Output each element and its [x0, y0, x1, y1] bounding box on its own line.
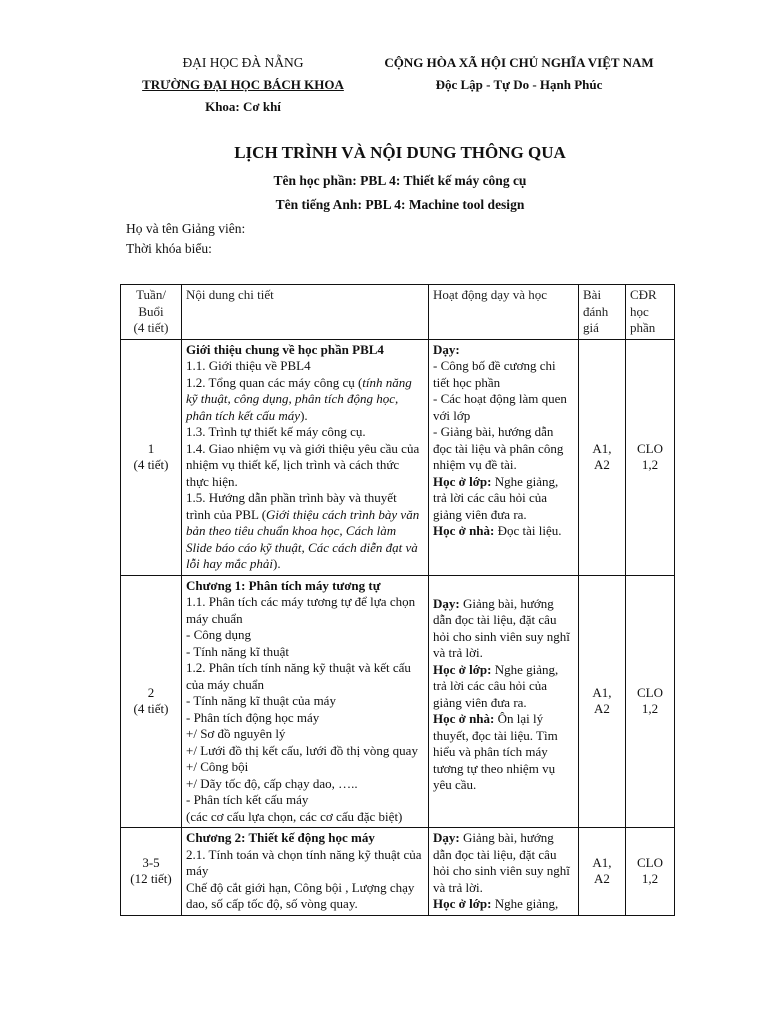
institution-header: [118, 52, 368, 118]
week-cell: 3-5 (12 tiết): [121, 828, 182, 916]
content-line: 1.2. Phân tích tính năng kỹ thuật và kết cấu của máy chuẩn: [186, 660, 411, 692]
content-line: 1.2. Tổng quan các máy công cụ (tính năng kỹ thuật, công dụng, phân tích động học, phân tích kết cấu máy).: [186, 374, 412, 423]
activity-label: Học ở nhà:: [433, 711, 495, 726]
content-line: - Tính năng kĩ thuật: [186, 643, 290, 659]
header-week: Tuần/ Buổi (4 tiết): [121, 285, 182, 340]
content-line: +/ Sơ đồ nguyên lý: [186, 726, 286, 741]
content-title: Giới thiệu chung về học phần PBL4: [186, 341, 384, 357]
content-line: 1.1. Phân tích các máy tương tự để lựa chọn máy chuẩn: [186, 594, 416, 626]
activity-cell: [429, 828, 579, 916]
activity-cell: [429, 575, 579, 828]
activity-label: Dạy:: [433, 595, 460, 611]
activity-label: Học ở lớp:: [433, 473, 492, 489]
activity-text: Nghe giảng, trả lời các câu hỏi của giảng viên đưa ra.: [433, 473, 559, 522]
document-title: LỊCH TRÌNH VÀ NỘI DUNG THÔNG QUA: [234, 143, 566, 162]
content-line: +/ Công bội: [186, 759, 249, 774]
activity-line: [433, 830, 574, 896]
course-name: Tên học phần: PBL 4: Thiết kế máy công cụ: [273, 173, 527, 188]
content-line: 1.1. Giới thiệu về PBL4: [186, 358, 311, 373]
table-row: [121, 575, 675, 828]
activity-line: [433, 896, 574, 913]
content-line: 1.4. Giao nhiệm vụ và giới thiệu yêu cầu của nhiệm vụ thiết kế, lịch trình và cách thức thực hiện.: [186, 440, 420, 489]
content-line: - Tính năng kĩ thuật của máy: [186, 693, 336, 708]
content-line: +/ Lưới đồ thị kết cấu, lưới đồ thị vòng quay: [186, 742, 418, 758]
content-title: Chương 1: Phân tích máy tương tự: [186, 577, 381, 593]
activity-line: [433, 662, 574, 712]
activity-line: [433, 424, 574, 474]
content-line: +/ Dãy tốc độ, cấp chạy dao, …..: [186, 775, 358, 791]
timetable-label: Thời khóa biểu:: [126, 241, 212, 256]
content-line: - Công dụng: [186, 627, 251, 642]
table-row: [121, 828, 675, 916]
activity-text: Đọc tài liệu.: [494, 523, 562, 538]
content-line: 2.1. Tính toán và chọn tính năng kỹ thuật của máy: [186, 846, 422, 878]
header-activity: Hoạt động dạy và học: [429, 285, 579, 340]
assessment-cell: A1, A2: [579, 575, 626, 828]
content-cell: [182, 339, 429, 575]
activity-text: Nghe giảng,: [491, 896, 559, 911]
content-line: 1.5. Hướng dẫn phần trình bày và thuyết trình của PBL (Giới thiệu cách trình bày văn bản theo tiêu chuẩn khoa học, Cách làm Slide báo cáo kỹ thuật, Các cách diễn đạt và lỗi hay mắc phải).: [186, 490, 420, 571]
header-content: Nội dung chi tiết: [182, 285, 429, 340]
content-title: Chương 2: Thiết kế động học máy: [186, 830, 375, 845]
header-clo: CĐR học phần: [626, 285, 675, 340]
activity-line: [433, 596, 574, 662]
schedule-table: [120, 284, 675, 916]
content-line: - Phân tích động học máy: [186, 709, 320, 725]
clo-cell: CLO 1,2: [626, 575, 675, 828]
activity-label: Học ở nhà:: [433, 523, 495, 538]
activity-text: - Các hoạt động làm quen với lớp: [433, 391, 567, 423]
course-name-en: Tên tiếng Anh: PBL 4: Machine tool design: [275, 197, 525, 212]
activity-text: Giảng bài, hướng dẫn đọc tài liệu, đặt câu hỏi cho sinh viên suy nghĩ và trả lời.: [433, 830, 570, 895]
faculty-name: Khoa: Cơ khí: [205, 99, 281, 114]
activity-line: [433, 358, 574, 391]
national-header: [358, 52, 680, 96]
activity-label: Học ở lớp:: [433, 661, 492, 677]
activity-line: [433, 523, 574, 540]
activity-text: Nghe giảng, trả lời các câu hỏi của giảng viên đưa ra.: [433, 661, 559, 710]
content-line: Chế độ cắt giới hạn, Công bội , Lượng chạy dao, số cấp tốc độ, số vòng quay.: [186, 879, 415, 911]
clo-cell: CLO 1,2: [626, 828, 675, 916]
content-line: - Phân tích kết cấu máy: [186, 792, 309, 807]
week-cell: 1 (4 tiết): [121, 339, 182, 575]
week-cell: 2 (4 tiết): [121, 575, 182, 828]
activity-line: [433, 391, 574, 424]
clo-cell: CLO 1,2: [626, 339, 675, 575]
activity-line: [433, 342, 574, 359]
content-line: 1.3. Trình tự thiết kế máy công cụ.: [186, 424, 366, 439]
activity-cell: [429, 339, 579, 575]
table-header-row: [121, 285, 675, 340]
activity-line: [433, 474, 574, 524]
activity-line: [433, 711, 574, 794]
activity-text: - Giảng bài, hướng dẫn đọc tài liệu và phân công nhiệm vụ đề tài.: [433, 424, 564, 472]
activity-label: Dạy:: [433, 830, 460, 845]
content-cell: [182, 575, 429, 828]
activity-text: Ôn lại lý thuyết, đọc tài liệu. Tìm hiểu và phân tích máy tương tự theo nhiệm vụ yêu cầu.: [433, 711, 558, 792]
school-name: TRƯỜNG ĐẠI HỌC BÁCH KHOA: [142, 77, 344, 92]
content-line: (các cơ cấu lựa chọn, các cơ cấu đặc biệt): [186, 808, 403, 824]
university-name: ĐẠI HỌC ĐÀ NẴNG: [182, 55, 304, 70]
assessment-cell: A1, A2: [579, 339, 626, 575]
header-assessment: Bài đánh giá: [579, 285, 626, 340]
table-row: [121, 339, 675, 575]
activity-label: Dạy:: [433, 341, 460, 357]
assessment-cell: A1, A2: [579, 828, 626, 916]
national-motto: Độc Lập - Tự Do - Hạnh Phúc: [435, 77, 603, 92]
content-cell: [182, 828, 429, 916]
activity-label: Học ở lớp:: [433, 896, 492, 911]
activity-text: - Công bố đề cương chi tiết học phần: [433, 358, 556, 390]
activity-text: Giảng bài, hướng dẫn đọc tài liệu, đặt câu hỏi cho sinh viên suy nghĩ và trả lời.: [433, 595, 570, 660]
republic-name: CỘNG HÒA XÃ HỘI CHỦ NGHĨA VIỆT NAM: [384, 55, 654, 70]
lecturer-label: Họ và tên Giảng viên:: [126, 221, 246, 236]
